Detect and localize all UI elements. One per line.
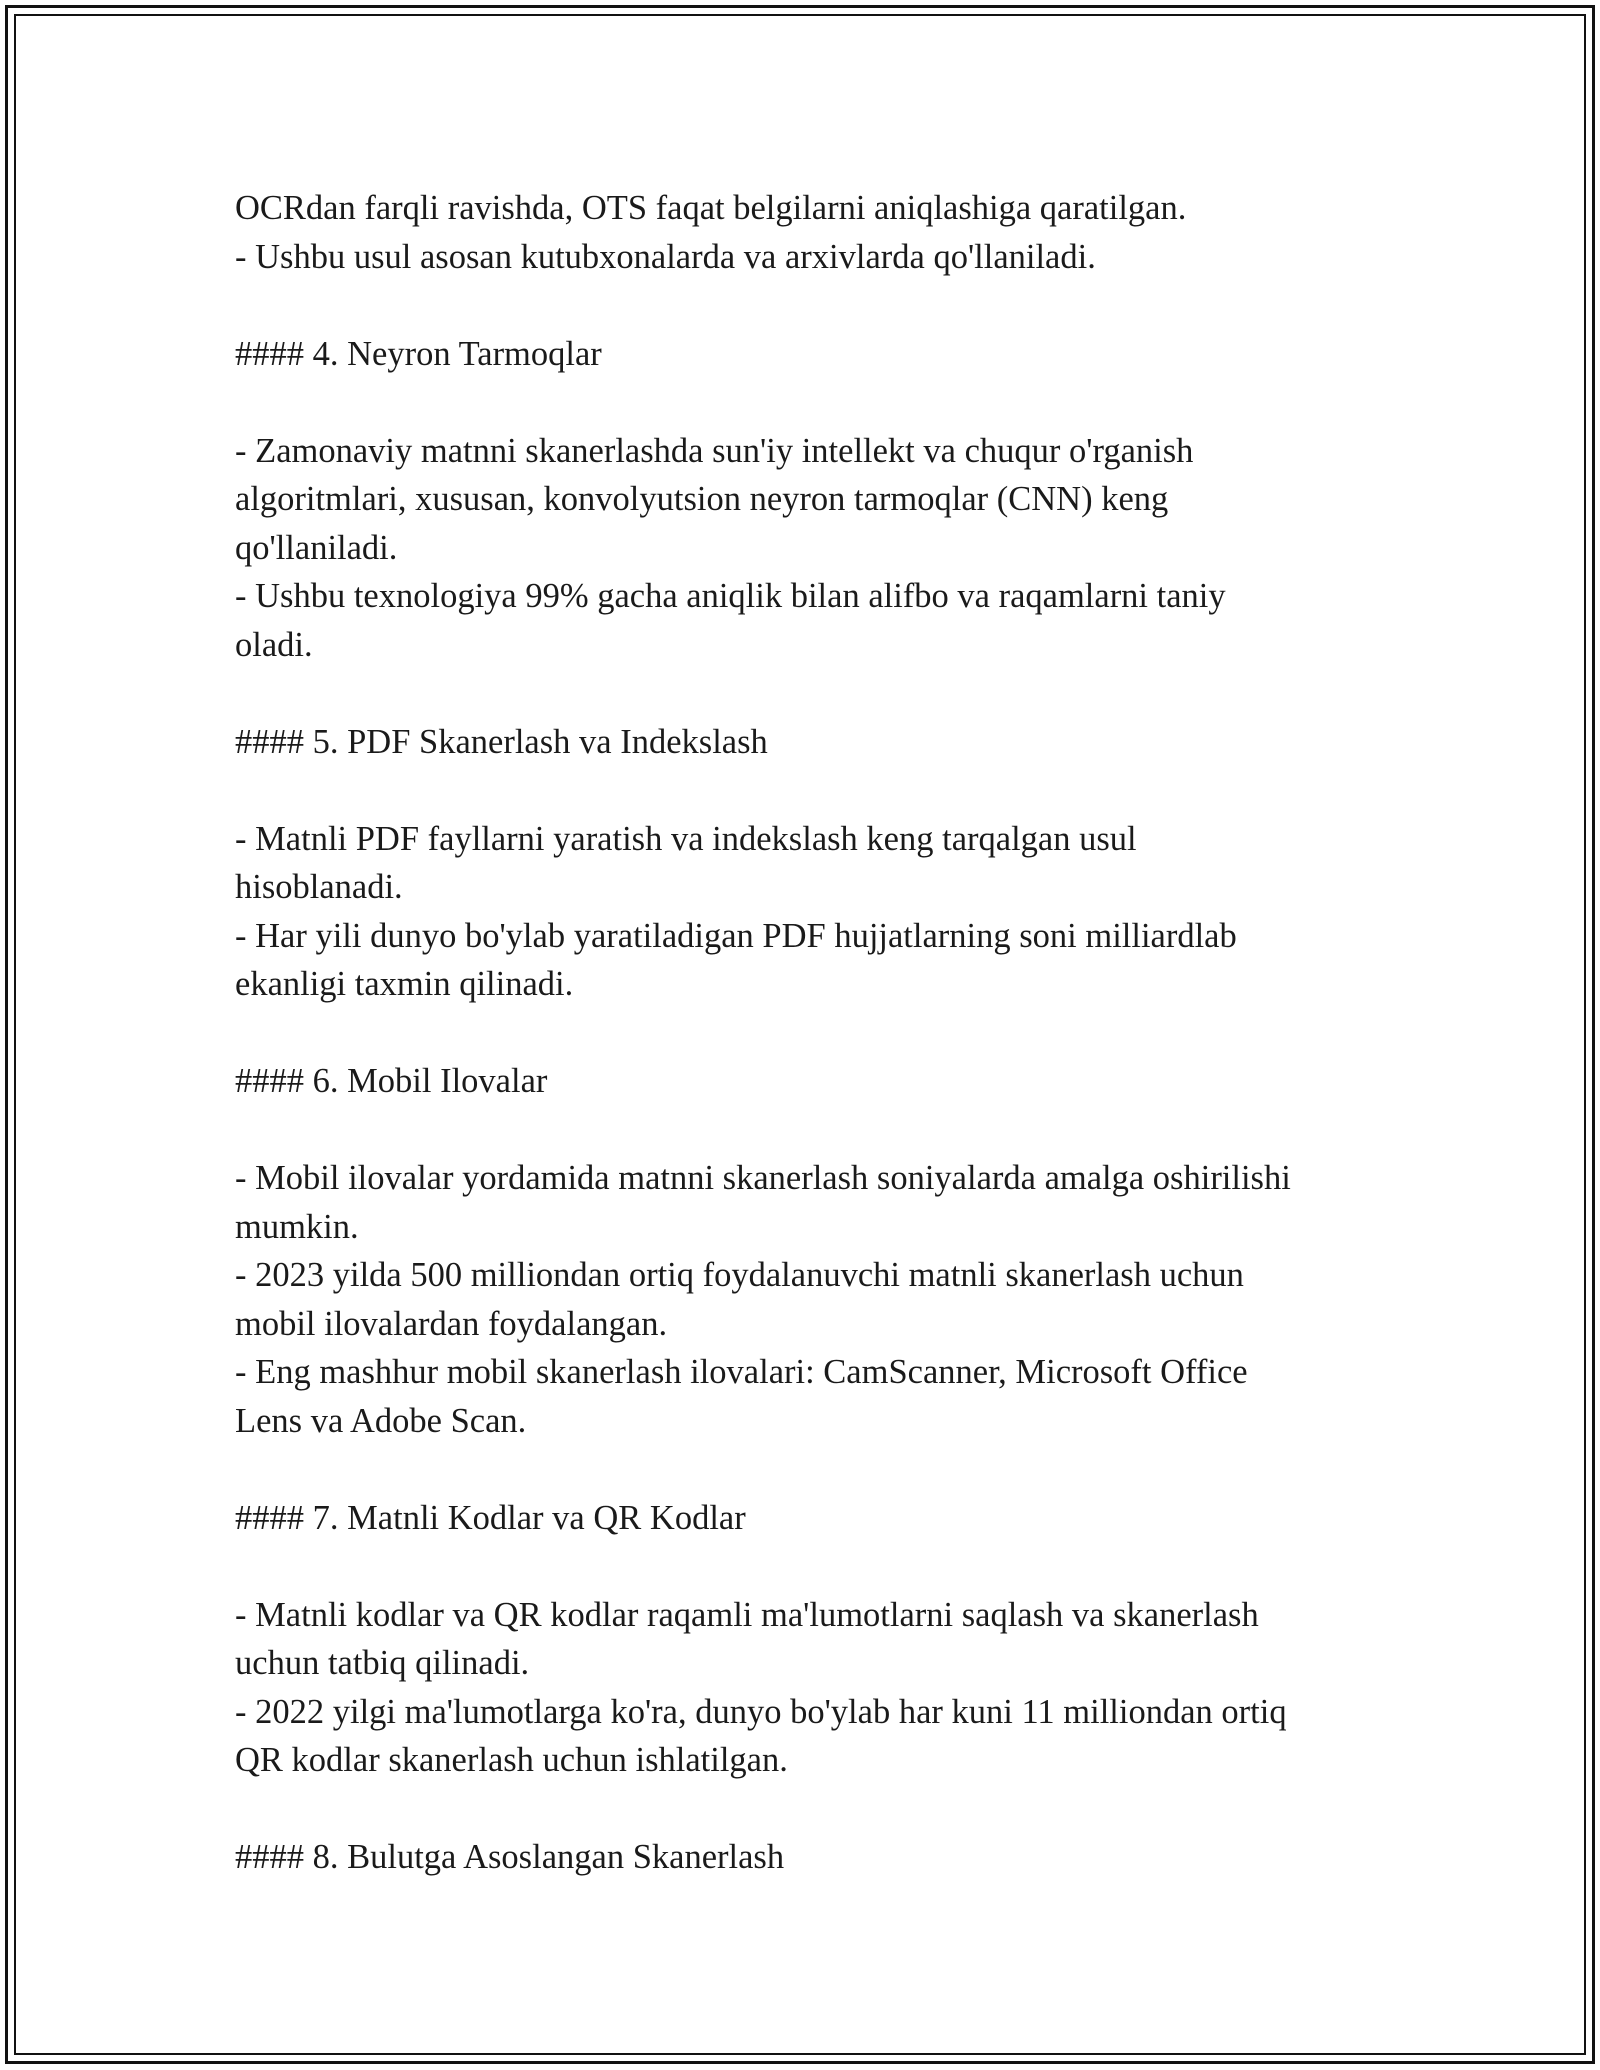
text-line: - Har yili dunyo bo'ylab yaratiladigan PDF hujjatlarning soni milliardlab: [235, 916, 1237, 955]
text-line: - Matnli kodlar va QR kodlar raqamli ma'lumotlarni saqlash va skanerlash: [235, 1595, 1259, 1634]
blank-line: [235, 281, 1365, 330]
text-line: - Zamonaviy matnni skanerlashda sun'iy intellekt va chuqur o'rganish: [235, 431, 1194, 470]
text-line: - Eng mashhur mobil skanerlash ilovalari: CamScanner, Microsoft Office: [235, 1353, 1248, 1391]
text-line: qo'llaniladi.: [235, 528, 398, 567]
section-heading-6: #### 6. Mobil Ilovalar: [235, 1062, 548, 1100]
blank-line: [235, 1542, 1365, 1591]
blank-line: [235, 378, 1365, 427]
text-line: - Matnli PDF fayllarni yaratish va indekslash keng tarqalgan usul: [235, 819, 1137, 858]
text-line: OCRdan farqli ravishda, OTS faqat belgilarni aniqlashiga qaratilgan.: [235, 189, 1187, 227]
blank-line: [235, 669, 1365, 718]
text-line: - Mobil ilovalar yordamida matnni skanerlash soniyalarda amalga oshirilishi: [235, 1159, 1291, 1197]
document-body: [235, 184, 1365, 1882]
blank-line: [235, 1445, 1365, 1494]
text-line: QR kodlar skanerlash uchun ishlatilgan.: [235, 1741, 788, 1779]
text-line: Lens va Adobe Scan.: [235, 1401, 527, 1440]
section-heading-8: #### 8. Bulutga Asoslangan Skanerlash: [235, 1838, 785, 1876]
section-heading-5: #### 5. PDF Skanerlash va Indekslash: [235, 722, 768, 761]
text-line: ekanligi taxmin qilinadi.: [235, 965, 574, 1003]
text-line: hisoblanadi.: [235, 868, 403, 906]
text-line: - 2023 yilda 500 milliondan ortiq foydalanuvchi matnli skanerlash uchun: [235, 1256, 1244, 1294]
text-line: mobil ilovalardan foydalangan.: [235, 1304, 668, 1343]
blank-line: [235, 1009, 1365, 1058]
text-line: - Ushbu texnologiya 99% gacha aniqlik bilan alifbo va raqamlarni taniy: [235, 577, 1226, 615]
section-heading-4: #### 4. Neyron Tarmoqlar: [235, 334, 602, 373]
text-line: - Ushbu usul asosan kutubxonalarda va arxivlarda qo'llaniladi.: [235, 237, 1096, 276]
text-line: - 2022 yilgi ma'lumotlarga ko'ra, dunyo bo'ylab har kuni 11 milliondan ortiq: [235, 1692, 1287, 1731]
text-line: uchun tatbiq qilinadi.: [235, 1644, 530, 1682]
blank-line: [235, 766, 1365, 815]
text-line: mumkin.: [235, 1207, 359, 1246]
section-heading-7: #### 7. Matnli Kodlar va QR Kodlar: [235, 1498, 746, 1537]
text-line: algoritmlari, xususan, konvolyutsion neyron tarmoqlar (CNN) keng: [235, 480, 1169, 518]
blank-line: [235, 1106, 1365, 1155]
blank-line: [235, 1785, 1365, 1834]
text-line: oladi.: [235, 625, 313, 664]
